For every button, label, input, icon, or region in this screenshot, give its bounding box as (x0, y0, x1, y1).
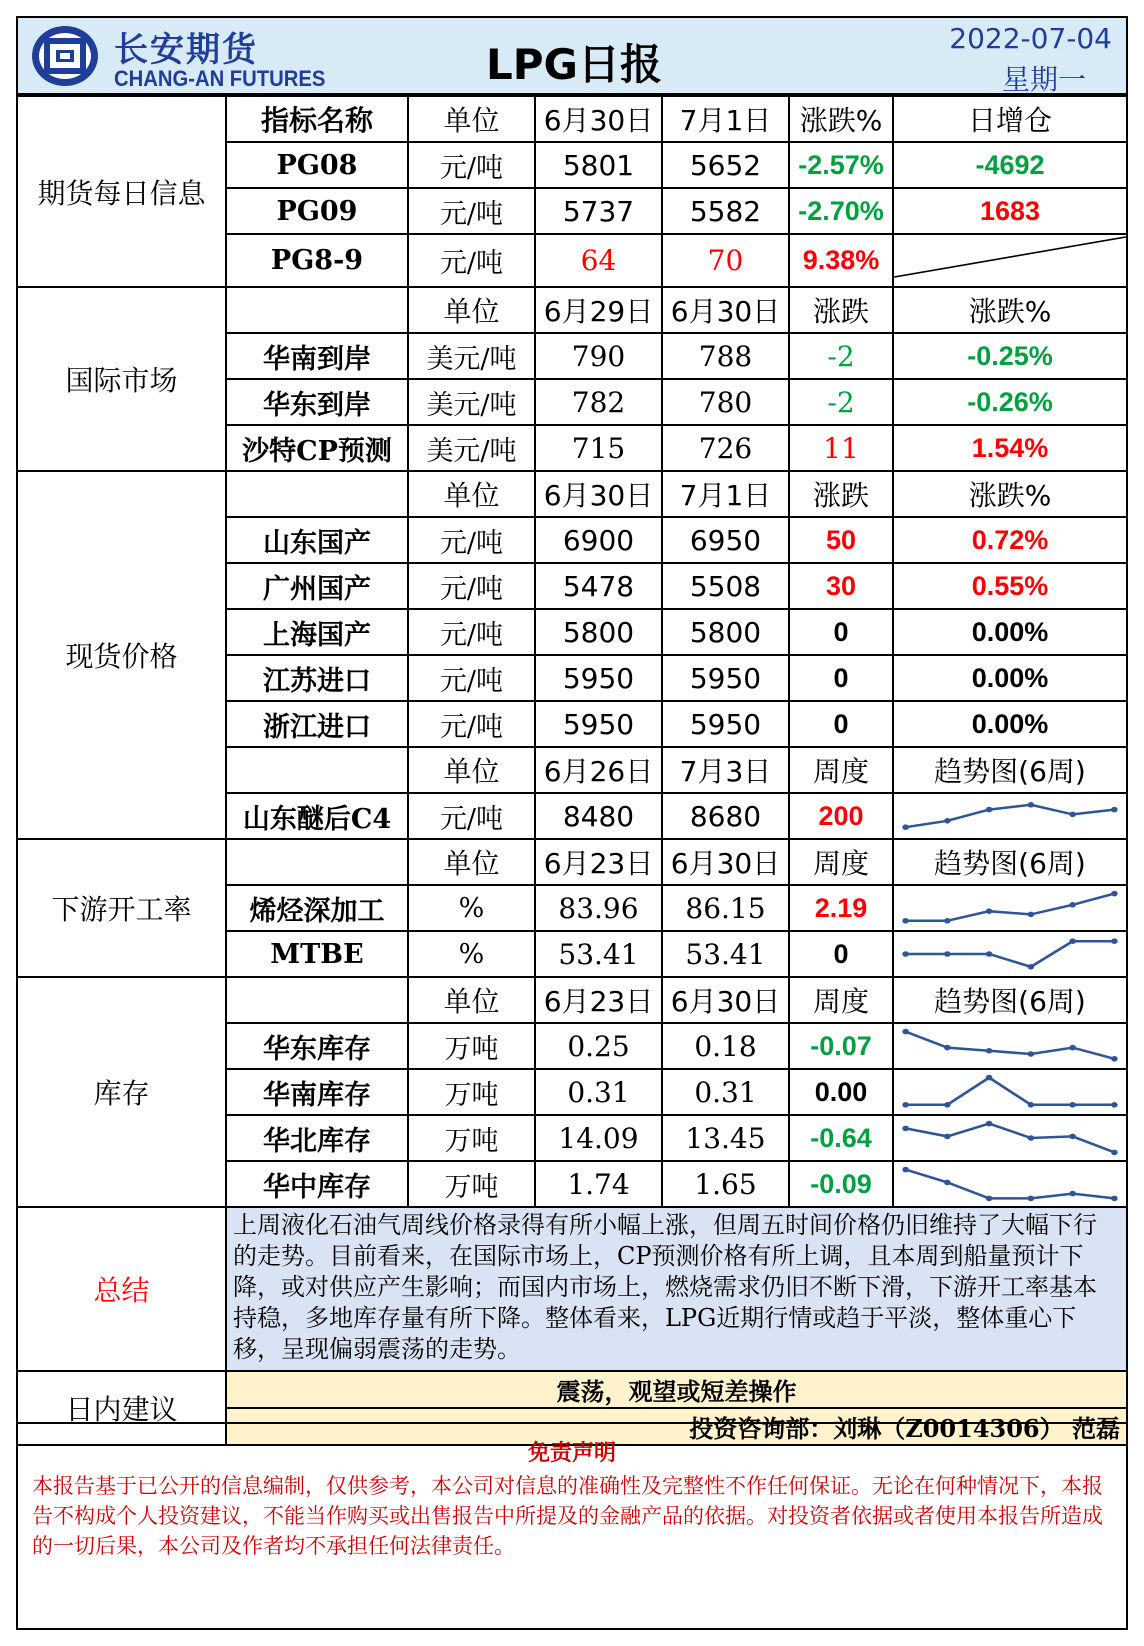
sparkline-point (1028, 964, 1034, 970)
change: -0.09 (789, 1161, 893, 1207)
value: 0.18 (662, 1023, 789, 1069)
col-header: 日增仓 (893, 96, 1126, 142)
open-interest-change: 1683 (893, 188, 1126, 234)
value: 5950 (535, 701, 662, 747)
change: 200 (789, 793, 893, 839)
value: 5950 (535, 655, 662, 701)
sparkline-point (944, 1134, 950, 1140)
change-pct: 0.00% (893, 609, 1126, 655)
trend-sparkline (893, 1069, 1126, 1115)
sparkline-point (902, 1167, 908, 1173)
indicator-name: 沙特CP预测 (226, 425, 408, 471)
sparkline-point (944, 818, 950, 824)
sparkline-line (906, 1124, 1115, 1153)
col-header: 6月30日 (662, 287, 789, 333)
col-header: 周度 (789, 977, 893, 1023)
trend-sparkline (893, 885, 1126, 931)
unit: 元/吨 (408, 188, 535, 234)
value: 14.09 (535, 1115, 662, 1161)
sparkline-point (902, 824, 908, 830)
indicator-name: PG8-9 (226, 234, 408, 287)
col-header: 6月23日 (535, 977, 662, 1023)
sparkline-point (1069, 1134, 1075, 1140)
col-header: 7月1日 (662, 471, 789, 517)
sparkline-point (902, 1126, 908, 1132)
value: 83.96 (535, 885, 662, 931)
sparkline-point (944, 1045, 950, 1051)
section-inventory: 库存 (18, 977, 226, 1207)
sparkline-point (986, 908, 992, 914)
open-interest-change: -4692 (893, 142, 1126, 188)
author-line: 投资咨询部：刘琳（Z0014306） 范磊 (226, 1408, 1126, 1445)
col-header: 6月29日 (535, 287, 662, 333)
unit: 元/吨 (408, 234, 535, 287)
section-downstream: 下游开工率 (18, 839, 226, 977)
unit: 美元/吨 (408, 379, 535, 425)
change-pct: -0.26% (893, 379, 1126, 425)
summary-text: 上周液化石油气周线价格录得有所小幅上涨，但周五时间价格仍旧维持了大幅下行的走势。目前看来，在国际市场上，CP预测价格有所上调，且本周到船量预计下降，或对供应产生影响；而国内市场上，燃烧需求仍旧不断下滑，下游开工率基本持稳，多地库存量有所下降。整体看来，LPG近期行情或趋于平淡，整体重心下移，呈现偏弱震荡的走势。 (226, 1207, 1126, 1371)
blank-header (226, 977, 408, 1023)
indicator-name: 山东国产 (226, 517, 408, 563)
value: 5478 (535, 563, 662, 609)
change: 0 (789, 701, 893, 747)
value: 64 (535, 234, 662, 287)
sparkline-chart (894, 932, 1126, 976)
col-header: 涨跌% (893, 471, 1126, 517)
sparkline-point (1028, 912, 1034, 918)
col-header: 6月30日 (662, 977, 789, 1023)
unit: 万吨 (408, 1023, 535, 1069)
change-pct: 0.72% (893, 517, 1126, 563)
advice-text: 震荡，观望或短差操作 (226, 1371, 1126, 1408)
change-pct: 9.38% (789, 234, 893, 287)
indicator-name: 华东库存 (226, 1023, 408, 1069)
unit: 万吨 (408, 1161, 535, 1207)
sparkline-chart (894, 1162, 1126, 1206)
change: 50 (789, 517, 893, 563)
col-header: 趋势图(6周) (893, 839, 1126, 885)
change-pct: -0.25% (893, 333, 1126, 379)
sparkline-point (1069, 1102, 1075, 1108)
sparkline-line (906, 1078, 1115, 1105)
col-header: 涨跌% (893, 287, 1126, 333)
indicator-name: 广州国产 (226, 563, 408, 609)
sparkline-point (986, 951, 992, 957)
sparkline-point (944, 1102, 950, 1108)
value: 780 (662, 379, 789, 425)
sparkline-point (1111, 938, 1117, 944)
sparkline-point (1069, 1045, 1075, 1051)
indicator-name: 华北库存 (226, 1115, 408, 1161)
indicator-name: 上海国产 (226, 609, 408, 655)
sparkline-point (902, 951, 908, 957)
col-header: 单位 (408, 471, 535, 517)
indicator-name: 烯烃深加工 (226, 885, 408, 931)
value: 790 (535, 333, 662, 379)
diagonal-empty-cell (893, 234, 1126, 287)
change: 0 (789, 931, 893, 977)
sparkline-point (944, 951, 950, 957)
sparkline-point (902, 1102, 908, 1108)
disclaimer (18, 1422, 1126, 1630)
value: 5801 (535, 142, 662, 188)
blank-header (226, 747, 408, 793)
sparkline-point (1069, 1191, 1075, 1197)
sparkline-point (1028, 1051, 1034, 1057)
value: 0.25 (535, 1023, 662, 1069)
sparkline-line (906, 894, 1115, 921)
value: 1.65 (662, 1161, 789, 1207)
indicator-name: 华东到岸 (226, 379, 408, 425)
change-pct: 0.55% (893, 563, 1126, 609)
indicator-name: 华南到岸 (226, 333, 408, 379)
sparkline-chart (894, 1070, 1126, 1114)
col-header: 单位 (408, 839, 535, 885)
value: 8480 (535, 793, 662, 839)
indicator-name: 华南库存 (226, 1069, 408, 1115)
value: 5800 (535, 609, 662, 655)
value: 5508 (662, 563, 789, 609)
sparkline-point (1069, 938, 1075, 944)
value: 5950 (662, 701, 789, 747)
section-summary: 总结 (18, 1207, 226, 1371)
sparkline-point (1111, 891, 1117, 897)
change: 0.00 (789, 1069, 893, 1115)
value: 6950 (662, 517, 789, 563)
unit: 万吨 (408, 1069, 535, 1115)
col-header: 7月1日 (662, 96, 789, 142)
unit: 元/吨 (408, 701, 535, 747)
trend-sparkline (893, 931, 1126, 977)
sparkline-chart (894, 794, 1126, 838)
value: 0.31 (662, 1069, 789, 1115)
report-date: 2022-07-04 (949, 22, 1112, 55)
change: 2.19 (789, 885, 893, 931)
sparkline-point (902, 1029, 908, 1035)
sparkline-point (1111, 1102, 1117, 1108)
change-pct: -2.70% (789, 188, 893, 234)
value: 782 (535, 379, 662, 425)
section-futures: 期货每日信息 (18, 96, 226, 287)
company-logo-icon (30, 24, 100, 88)
indicator-name: 江苏进口 (226, 655, 408, 701)
sparkline-point (1069, 902, 1075, 908)
sparkline-point (986, 1048, 992, 1054)
report-title: LPG日报 (486, 40, 663, 89)
col-header: 涨跌% (789, 96, 893, 142)
sparkline-point (1028, 1196, 1034, 1202)
indicator-name: PG08 (226, 142, 408, 188)
col-header: 7月3日 (662, 747, 789, 793)
indicator-name: 浙江进口 (226, 701, 408, 747)
unit: 万吨 (408, 1115, 535, 1161)
sparkline-point (986, 1196, 992, 1202)
value: 715 (535, 425, 662, 471)
value: 13.45 (662, 1115, 789, 1161)
value: 5582 (662, 188, 789, 234)
sparkline-point (986, 807, 992, 813)
change: -2 (789, 333, 893, 379)
blank-header (226, 471, 408, 517)
col-header: 6月30日 (662, 839, 789, 885)
value: 8680 (662, 793, 789, 839)
change-pct: -2.57% (789, 142, 893, 188)
col-header: 单位 (408, 287, 535, 333)
unit: 美元/吨 (408, 425, 535, 471)
data-table (18, 95, 1126, 1446)
logo-text-cn: 长安期货 (114, 30, 258, 70)
blank-header (226, 839, 408, 885)
disclaimer-title: 免责声明 (527, 1440, 616, 1466)
col-header: 6月30日 (535, 471, 662, 517)
sparkline-point (944, 1180, 950, 1186)
sparkline-chart (894, 1116, 1126, 1160)
change-pct: 1.54% (893, 425, 1126, 471)
trend-sparkline (893, 1023, 1126, 1069)
col-header: 6月26日 (535, 747, 662, 793)
change: -0.07 (789, 1023, 893, 1069)
unit: 元/吨 (408, 517, 535, 563)
change: -2 (789, 379, 893, 425)
trend-sparkline (893, 1115, 1126, 1161)
sparkline-point (986, 1121, 992, 1127)
unit: 元/吨 (408, 609, 535, 655)
sparkline-chart (894, 886, 1126, 930)
col-header: 指标名称 (226, 96, 408, 142)
change: 0 (789, 609, 893, 655)
sparkline-point (1028, 1102, 1034, 1108)
sparkline-line (906, 805, 1115, 827)
col-header: 6月30日 (535, 96, 662, 142)
unit: 元/吨 (408, 793, 535, 839)
sparkline-chart (894, 1024, 1126, 1068)
col-header: 单位 (408, 747, 535, 793)
report-page (16, 16, 1128, 1630)
sparkline-point (1111, 807, 1117, 813)
change: 11 (789, 425, 893, 471)
unit: 美元/吨 (408, 333, 535, 379)
col-header: 趋势图(6周) (893, 977, 1126, 1023)
value: 5737 (535, 188, 662, 234)
trend-sparkline (893, 793, 1126, 839)
value: 6900 (535, 517, 662, 563)
unit: % (408, 885, 535, 931)
unit: 元/吨 (408, 142, 535, 188)
indicator-name: 华中库存 (226, 1161, 408, 1207)
change: -0.64 (789, 1115, 893, 1161)
unit: 元/吨 (408, 563, 535, 609)
value: 5800 (662, 609, 789, 655)
change-pct: 0.00% (893, 655, 1126, 701)
blank-header (226, 287, 408, 333)
value: 86.15 (662, 885, 789, 931)
report-header (18, 18, 1126, 95)
sparkline-point (1028, 1135, 1034, 1141)
section-international: 国际市场 (18, 287, 226, 471)
value: 726 (662, 425, 789, 471)
change-pct: 0.00% (893, 701, 1126, 747)
col-header: 涨跌 (789, 287, 893, 333)
sparkline-point (944, 918, 950, 924)
value: 788 (662, 333, 789, 379)
indicator-name: PG09 (226, 188, 408, 234)
value: 53.41 (662, 931, 789, 977)
report-weekday: 星期一 (1001, 63, 1086, 96)
col-header: 涨跌 (789, 471, 893, 517)
indicator-name: MTBE (226, 931, 408, 977)
sparkline-point (902, 918, 908, 924)
sparkline-point (1111, 1196, 1117, 1202)
value: 0.31 (535, 1069, 662, 1115)
col-header: 单位 (408, 977, 535, 1023)
sparkline-point (1028, 802, 1034, 808)
section-spot: 现货价格 (18, 471, 226, 839)
col-header: 趋势图(6周) (893, 747, 1126, 793)
value: 70 (662, 234, 789, 287)
sparkline-line (906, 941, 1115, 967)
change: 0 (789, 655, 893, 701)
sparkline-point (1111, 1150, 1117, 1156)
unit: 元/吨 (408, 655, 535, 701)
sparkline-point (986, 1075, 992, 1081)
col-header: 周度 (789, 747, 893, 793)
col-header: 周度 (789, 839, 893, 885)
sparkline-point (1111, 1056, 1117, 1062)
sparkline-line (906, 1032, 1115, 1059)
col-header: 6月23日 (535, 839, 662, 885)
section-advice: 日内建议 (18, 1371, 226, 1445)
change: 30 (789, 563, 893, 609)
indicator-name: 山东醚后C4 (226, 793, 408, 839)
disclaimer-text: 本报告基于已公开的信息编制，仅供参考，本公司对信息的准确性及完整性不作任何保证。无论在何种情况下，本报告不构成个人投资建议，不能当作购买或出售报告中所提及的金融产品的依据。对投资者依据或者使用本报告所造成的一切后果，本公司及作者均不承担任何法律责任。 (32, 1474, 1103, 1558)
value: 5652 (662, 142, 789, 188)
unit: % (408, 931, 535, 977)
sparkline-line (906, 1170, 1115, 1199)
value: 5950 (662, 655, 789, 701)
col-header: 单位 (408, 96, 535, 142)
value: 1.74 (535, 1161, 662, 1207)
value: 53.41 (535, 931, 662, 977)
logo-text-en: CHANG-AN FUTURES (114, 66, 326, 91)
sparkline-point (1069, 812, 1075, 818)
trend-sparkline (893, 1161, 1126, 1207)
